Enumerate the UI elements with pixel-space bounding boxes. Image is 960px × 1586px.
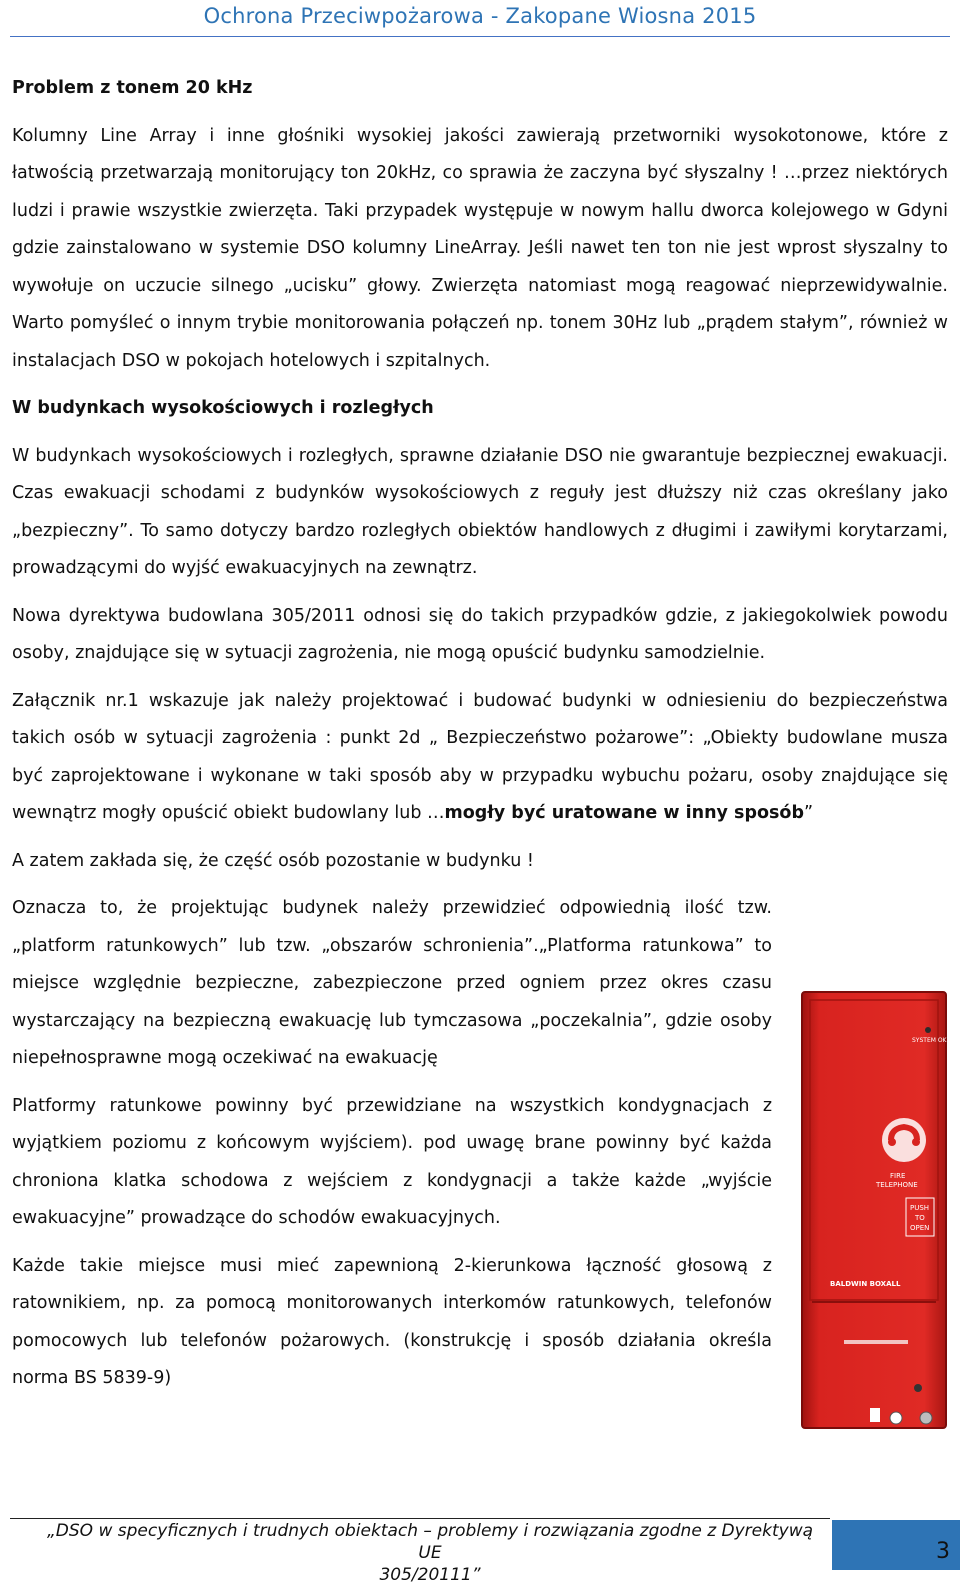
- section-heading-high-rise: W budynkach wysokościowych i rozległych: [12, 398, 434, 418]
- paragraph-annex: [12, 683, 948, 833]
- annex-text: Załącznik nr.1 wskazuje jak należy projektować i budować budynki w odniesieniu do bezpieczeństwa takich osób w sytuacji zagrożenia : punkt 2d „ Bezpieczeństwo pożarowe”: „Obiekty budowlane musza być zaprojektowane i wykonane w taki sposób aby w przypadku wybuchu pożaru, osoby znajdujące się wewnątrz mogły opuścić obiekt budowlany lub …: [12, 690, 948, 823]
- paragraph-platforms: Oznacza to, że projektując budynek należy przewidzieć odpowiednią ilość tzw. „platform ratunkowych” lub tzw. „obszarów schronienia”.„Platforma ratunkowa” to miejsce względnie bezpieczne, zabezpieczone przed ogniem przez okres czasu wystarczający na bezpieczną ewakuację lub tymczasowa „poczekalnia”, gdzie osoby niepełnosprawne mogą oczekiwać na ewakuację: [12, 898, 772, 1068]
- header-divider: [10, 36, 950, 37]
- footer-title-line-1: „DSO w specyficznych i trudnych obiektach – problemy i rozwiązania zgodne z Dyrektywą UE: [46, 1521, 814, 1563]
- footer-divider: [10, 1518, 830, 1519]
- footer-title: [40, 1520, 820, 1586]
- system-ok-label: SYSTEM OK: [912, 1037, 947, 1044]
- annex-bold-text: mogły być uratowane w inny sposób: [444, 803, 804, 823]
- push-label: PUSH: [910, 1204, 930, 1212]
- paragraph-communication: Każde takie miejsce musi mieć zapewnioną 2-kierunkowa łączność głosową z ratownikiem, np. za pomocą monitorowanych interkomów ratunkowych, telefonów pomocowych lub telefonów pożarowych. (konstrukcję i sposób działania określa norma BS 5839-9): [12, 1255, 772, 1388]
- open-label: OPEN: [910, 1224, 930, 1232]
- paragraph-platform-locations: Platformy ratunkowe powinny być przewidziane na wszystkich kondygnacjach z wyjątkiem poziomu z końcowym wyjściem). pod uwagę brane powinny być każda chroniona klatka schodowa z wejściem z kondygnacji a także każde „wyjście ewakuacyjne” prowadzące do schodów ewakuacyjnych.: [12, 1095, 772, 1228]
- annex-closing-quote: ”: [803, 803, 814, 823]
- paragraph-20khz: Kolumny Line Array i inne głośniki wysokiej jakości zawierają przetworniki wysokotonowe, które z łatwością przetwarzają monitorujący ton 20kHz, co sprawia że zaczyna być słyszalny ! …przez niektórych ludzi i prawie wszystkie zwierzęta. Taki przypadek występuje w nowym hallu dworca kolejowego w Gdyni gdzie zainstalowano w systemie DSO kolumny LineArray. Jeśli nawet ten ton nie jest wprost słyszalny to wywołuje on uczucie silnego „ucisku” głowy. Zwierzęta natomiast mogą reagować nieprzewidywalnie. Warto pomyśleć o innym trybie monitorowania połączeń np. tonem 30Hz lub „prądem stałym”, również w instalacjach DSO w pokojach hotelowych i szpitalnych.: [12, 125, 948, 371]
- page-number: 3: [936, 1539, 950, 1564]
- section-heading-20khz: Problem z tonem 20 kHz: [12, 78, 253, 98]
- telephone-label: TELEPHONE: [876, 1181, 918, 1189]
- paragraph-directive: Nowa dyrektywa budowlana 305/2011 odnosi się do takich przypadków gdzie, z jakiegokolwiek powodu osoby, znajdujące się w sytuacji zagrożenia, nie mogą opuścić budynku samodzielnie.: [12, 605, 948, 663]
- page-number-box: [832, 1520, 960, 1570]
- to-label: TO: [915, 1214, 925, 1222]
- fire-label: FIRE: [890, 1172, 906, 1180]
- page-header-title: Ochrona Przeciwpożarowa - Zakopane Wiosna 2015: [203, 4, 757, 28]
- fire-telephone-cabinet-image: [800, 990, 948, 1430]
- paragraph-conclusion: A zatem zakłada się, że część osób pozostanie w budynku !: [12, 850, 534, 871]
- paragraph-high-rise-1: W budynkach wysokościowych i rozległych, sprawne działanie DSO nie gwarantuje bezpiecznej ewakuacji. Czas ewakuacji schodami z budynków wysokościowych z reguły jest dłuższy niż czas określany jako „bezpieczny”. To samo dotyczy bardzo rozległych obiektów handlowych z długimi i zawiłymi korytarzami, prowadzącymi do wyjść ewakuacyjnych na zewnątrz.: [12, 445, 948, 578]
- footer-title-line-2: 305/20111”: [379, 1565, 481, 1585]
- brand-label: BALDWIN BOXALL: [830, 1280, 901, 1288]
